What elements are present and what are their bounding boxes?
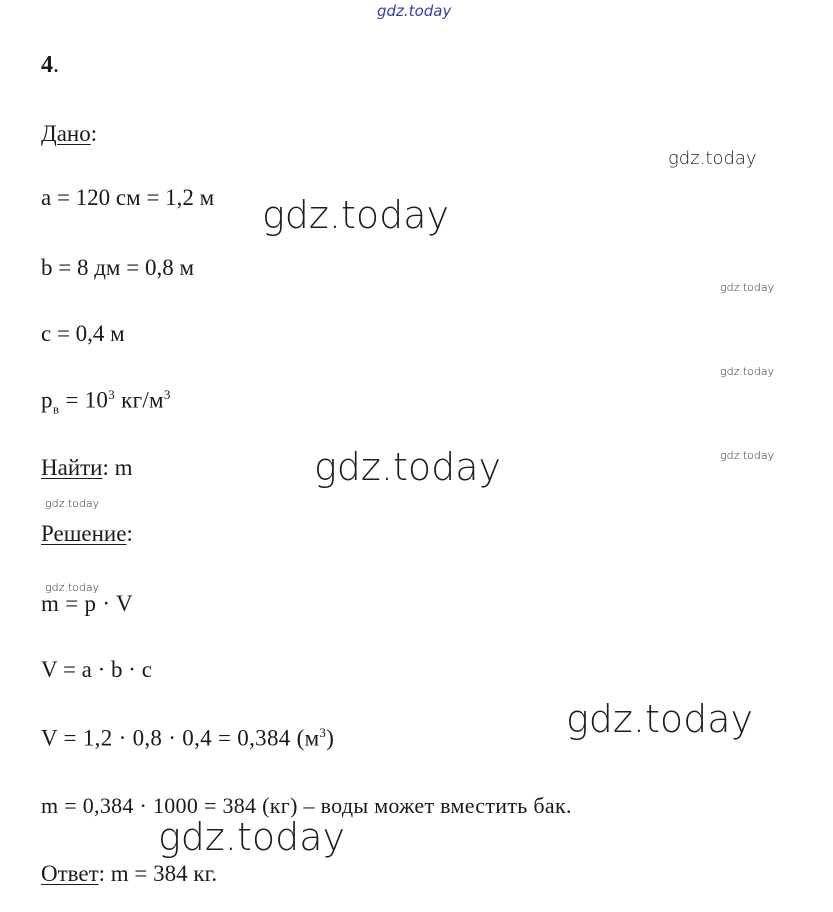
watermark: gdz.today [566,697,753,741]
given-b: b = 8 дм = 0,8 м [41,255,195,280]
given-heading: Дано: [41,121,98,146]
given-c: c = 0,4 м [41,321,125,346]
solution-line-3: V = 1,2 · 0,8 · 0,4 = 0,384 $(м^3)$ [41,725,335,751]
solution-heading: Решение: [41,521,133,546]
solution-line-1: m = p · V [41,591,133,616]
watermark: gdz.today [45,497,100,510]
given-density: $p_в = 10^3$ $кг/м^3$ [41,387,171,417]
watermark-top: gdz.today [377,2,452,20]
watermark: gdz.today [314,445,501,489]
watermark: gdz.today [262,193,449,237]
problem-number: 4. [41,52,59,78]
watermark: gdz.today [45,581,100,594]
watermark: gdz.today [720,449,775,462]
watermark: gdz.today [668,148,757,169]
watermark: gdz.today [720,281,775,294]
find-line: Найти: m [41,455,133,480]
answer-line: Ответ: m = 384 кг. [41,861,218,886]
watermark: gdz.today [720,365,775,378]
solution-line-2: V = a · b · c [41,657,152,682]
watermark: gdz.today [158,815,345,859]
solution-line-4: m = 0,384 · 1000 = 384 (кг) – воды может вместить бак. [41,793,572,818]
given-a: a = 120 см = 1,2 м [41,185,215,210]
